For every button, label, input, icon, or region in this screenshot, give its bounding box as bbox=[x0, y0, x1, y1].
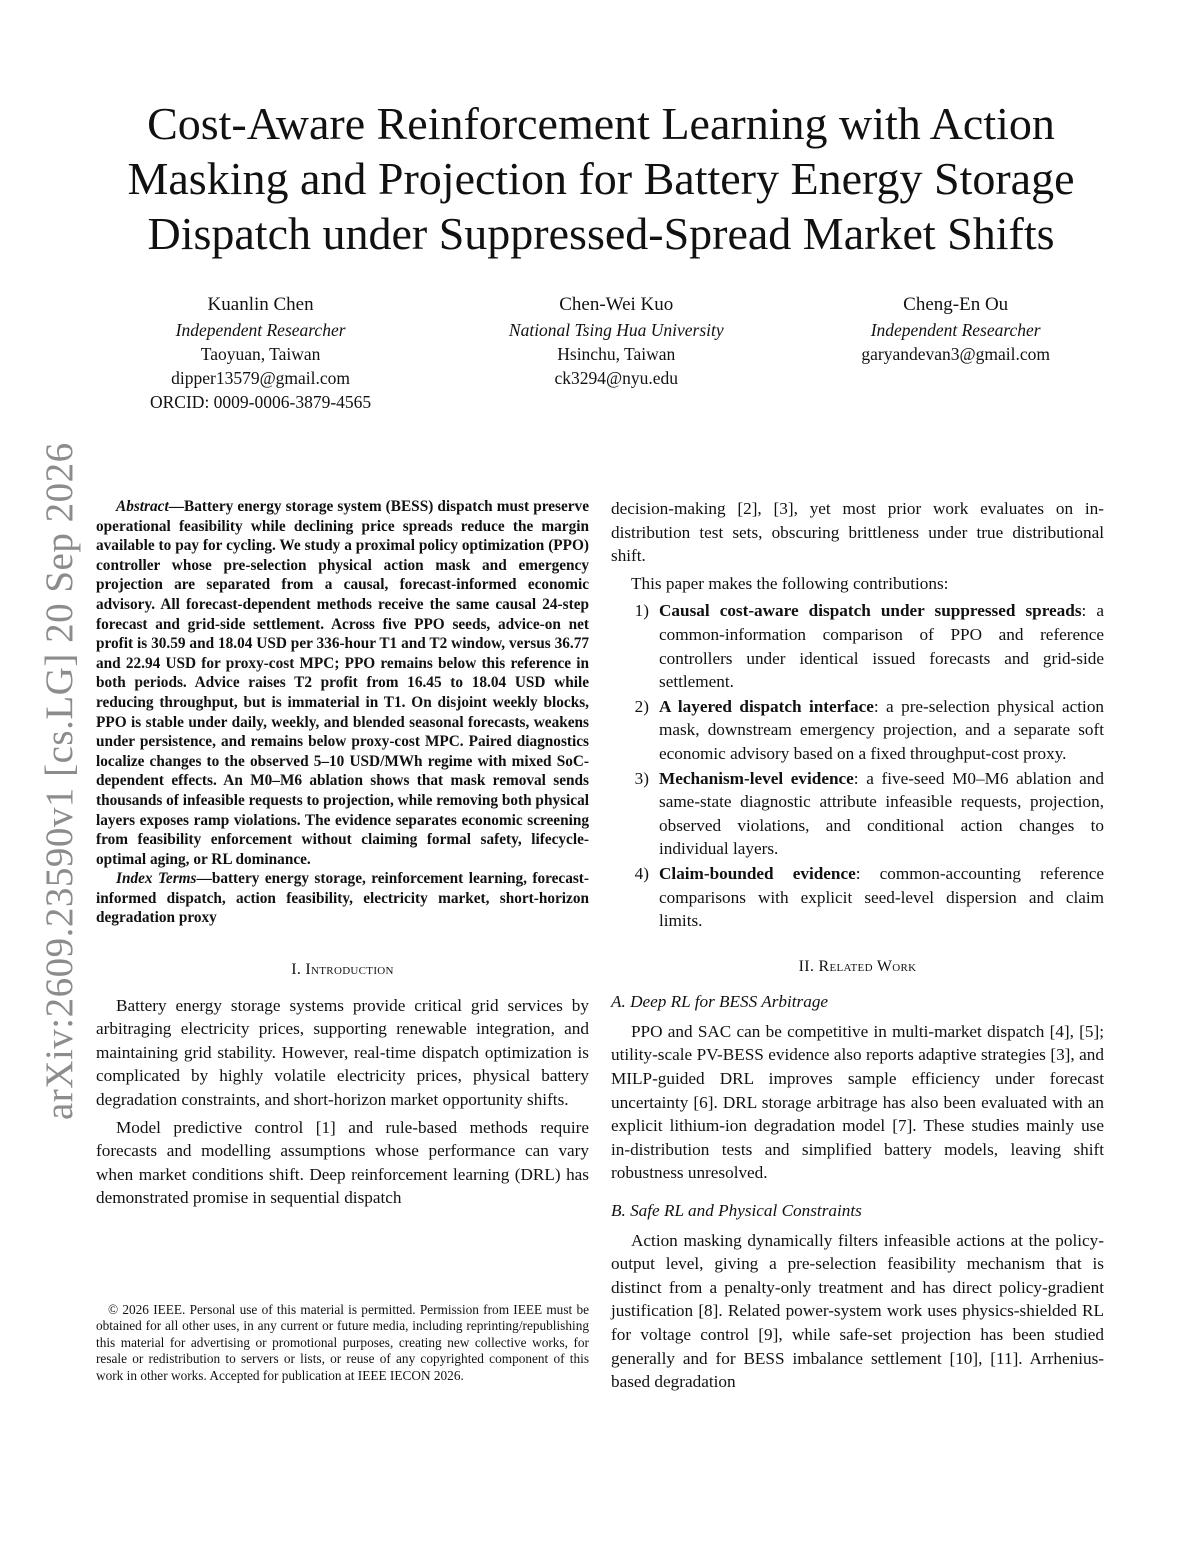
list-rest: : common-accounting reference comparisons with explicit seed-level dispersion and claim limits. bbox=[659, 863, 1104, 931]
author-affiliation: Independent Researcher bbox=[870, 320, 1041, 340]
related-paragraph-b: Action masking dynamically filters infeasible actions at the policy-output level, giving a pre-selection feasibility mechanism that is distinct from a penalty-only treatment and has direct policy-gradient justification [8]. Related power-system work uses physics-shielded RL for voltage control [9], while safe-set projection has been studied generally and for BESS imbalance settlement [10], [11]. Arrhenius-based degradation bbox=[611, 1230, 1104, 1392]
list-bold: A layered dispatch interface bbox=[659, 696, 874, 716]
author-email: ck3294@nyu.edu bbox=[554, 368, 679, 388]
left-column bbox=[96, 497, 589, 1214]
author-block bbox=[150, 292, 1050, 414]
related-paragraph-a: PPO and SAC can be competitive in multi-market dispatch [4], [5]; utility-scale PV-BESS evidence also reports adaptive strategies [3], and MILP-guided DRL improves sample efficiency under forecast uncertainty [6]. DRL storage arbitrage has also been evaluated with an explicit lithium-ion degradation model [7]. These studies mainly use in-distribution tests and simplified battery models, leaving shift robustness unresolved. bbox=[611, 1021, 1104, 1183]
index-terms-lead: Index Terms bbox=[116, 870, 197, 888]
list-bold: Causal cost-aware dispatch under suppressed spreads bbox=[659, 601, 1082, 621]
section-heading-related-work: II. Related Work bbox=[798, 957, 917, 975]
copyright-notice: © 2026 IEEE. Personal use of this material is permitted. Permission from IEEE must be obtained for all other uses, in any current or future media, including reprinting/republishing this material for advertising or promotional purposes, creating new collective works, for resale or redistribution to servers or lists, or reuse of any copyrighted component of this work in other works. Accepted for publication at IEEE IECON 2026. bbox=[96, 1302, 589, 1383]
author-affiliation: Independent Researcher bbox=[175, 320, 346, 340]
list-item bbox=[611, 862, 1104, 933]
intro-continuation: decision-making [2], [3], yet most prior work evaluates on in-distribution test sets, obscuring brittleness under true distributional shift. bbox=[611, 499, 1104, 566]
list-number: 1) bbox=[634, 601, 649, 621]
author-1 bbox=[150, 292, 371, 414]
index-terms-text: —battery energy storage, reinforcement learning, forecast-informed dispatch, action feasibility, electricity market, short-horizon degradation proxy bbox=[96, 870, 589, 927]
author-2 bbox=[509, 292, 724, 414]
abstract-lead: Abstract bbox=[116, 498, 169, 515]
intro-paragraph-1: Battery energy storage systems provide critical grid services by arbitraging electricity prices, supporting renewable integration, and maintaining grid stability. However, real-time dispatch optimization is complicated by highly volatile electricity prices, physical battery degradation constraints, and short-horizon market opportunity shifts. bbox=[96, 995, 589, 1110]
author-email: garyandevan3@gmail.com bbox=[861, 344, 1050, 364]
list-item bbox=[611, 695, 1104, 766]
list-rest: : a common-information comparison of PPO and reference controllers under identical issued forecasts and grid-side settlement. bbox=[659, 601, 1104, 692]
author-location: Taoyuan, Taiwan bbox=[200, 344, 321, 364]
right-column bbox=[611, 497, 1104, 1398]
contributions-list bbox=[611, 599, 1104, 932]
list-bold: Claim-bounded evidence bbox=[659, 863, 856, 883]
author-name: Kuanlin Chen bbox=[207, 294, 314, 315]
list-text bbox=[659, 862, 1104, 933]
section-heading-introduction: I. Introduction bbox=[291, 961, 394, 979]
list-bold: Mechanism-level evidence bbox=[659, 768, 854, 788]
contributions-intro: This paper makes the following contributions: bbox=[631, 573, 949, 593]
author-location: Hsinchu, Taiwan bbox=[557, 344, 676, 364]
author-email: dipper13579@gmail.com bbox=[171, 368, 351, 388]
subsection-heading-b: B. Safe RL and Physical Constraints bbox=[611, 1201, 862, 1221]
author-orcid: ORCID: 0009-0006-3879-4565 bbox=[150, 392, 372, 412]
list-text bbox=[659, 695, 1104, 766]
list-number: 3) bbox=[634, 768, 649, 788]
list-item bbox=[611, 767, 1104, 861]
list-rest: : a pre-selection physical action mask, downstream emergency projection, and a separate soft economic advisory based on a fixed throughput-cost proxy. bbox=[659, 696, 1105, 763]
list-rest: : a five-seed M0–M6 ablation and same-state diagnostic attribute infeasible requests, projection, observed violations, and conditional action changes to individual layers. bbox=[659, 768, 1104, 859]
intro-paragraph-2: Model predictive control [1] and rule-based methods require forecasts and modelling assumptions whose performance can vary when market conditions shift. Deep reinforcement learning (DRL) has demonstrated promise in sequential dispatch bbox=[96, 1117, 589, 1208]
list-item bbox=[611, 599, 1104, 693]
arxiv-identifier: arXiv:2609.23590v1 [cs.LG] 20 Sep 2026 bbox=[38, 442, 81, 1120]
author-name: Cheng-En Ou bbox=[903, 294, 1009, 315]
list-text bbox=[659, 767, 1104, 861]
list-text bbox=[659, 599, 1104, 693]
list-number: 2) bbox=[634, 696, 649, 716]
subsection-heading-a: A. Deep RL for BESS Arbitrage bbox=[611, 992, 829, 1012]
index-terms bbox=[96, 869, 589, 928]
author-affiliation: National Tsing Hua University bbox=[508, 320, 724, 340]
abstract-text: —Battery energy storage system (BESS) dispatch must preserve operational feasibility while declining price spreads reduce the margin available to pay for cycling. We study a proximal policy optimization (PPO) controller whose pre-selection physical action mask and emergency projection are separated from a causal, forecast-informed economic advisory. All forecast-dependent methods receive the same causal 24-step forecast and grid-side settlement. Across five PPO seeds, advice-on net profit is 30.59 and 18.04 USD per 336-hour T1 and T2 window, versus 36.77 and 22.94 USD for proxy-cost MPC; PPO remains below this reference in both periods. Advice raises T2 profit from 16.45 to 18.04 USD while reducing throughput, but is immaterial in T1. On disjoint weekly blocks, PPO is stable under daily, weekly, and blended seasonal forecasts, weakens under persistence, and remains below proxy-cost MPC. Paired diagnostics localize changes to the observed 5–10 USD/MWh regime with mixed SoC-dependent effects. An M0–M6 ablation shows that mask removal sends thousands of infeasible requests to projection, while removing both physical layers exposes ramp violations. The evidence separates economic screening from feasibility enforcement without claiming formal safety, lifecycle-optimal aging, or RL dominance. bbox=[96, 498, 589, 868]
paper-title: Cost-Aware Reinforcement Learning with Action Masking and Projection for Battery Energy Storage Dispatch under Suppressed-Spread Market Shifts bbox=[127, 98, 1075, 259]
list-number: 4) bbox=[634, 863, 649, 883]
author-name: Chen-Wei Kuo bbox=[559, 294, 674, 315]
author-3 bbox=[861, 292, 1050, 414]
abstract bbox=[96, 497, 589, 869]
